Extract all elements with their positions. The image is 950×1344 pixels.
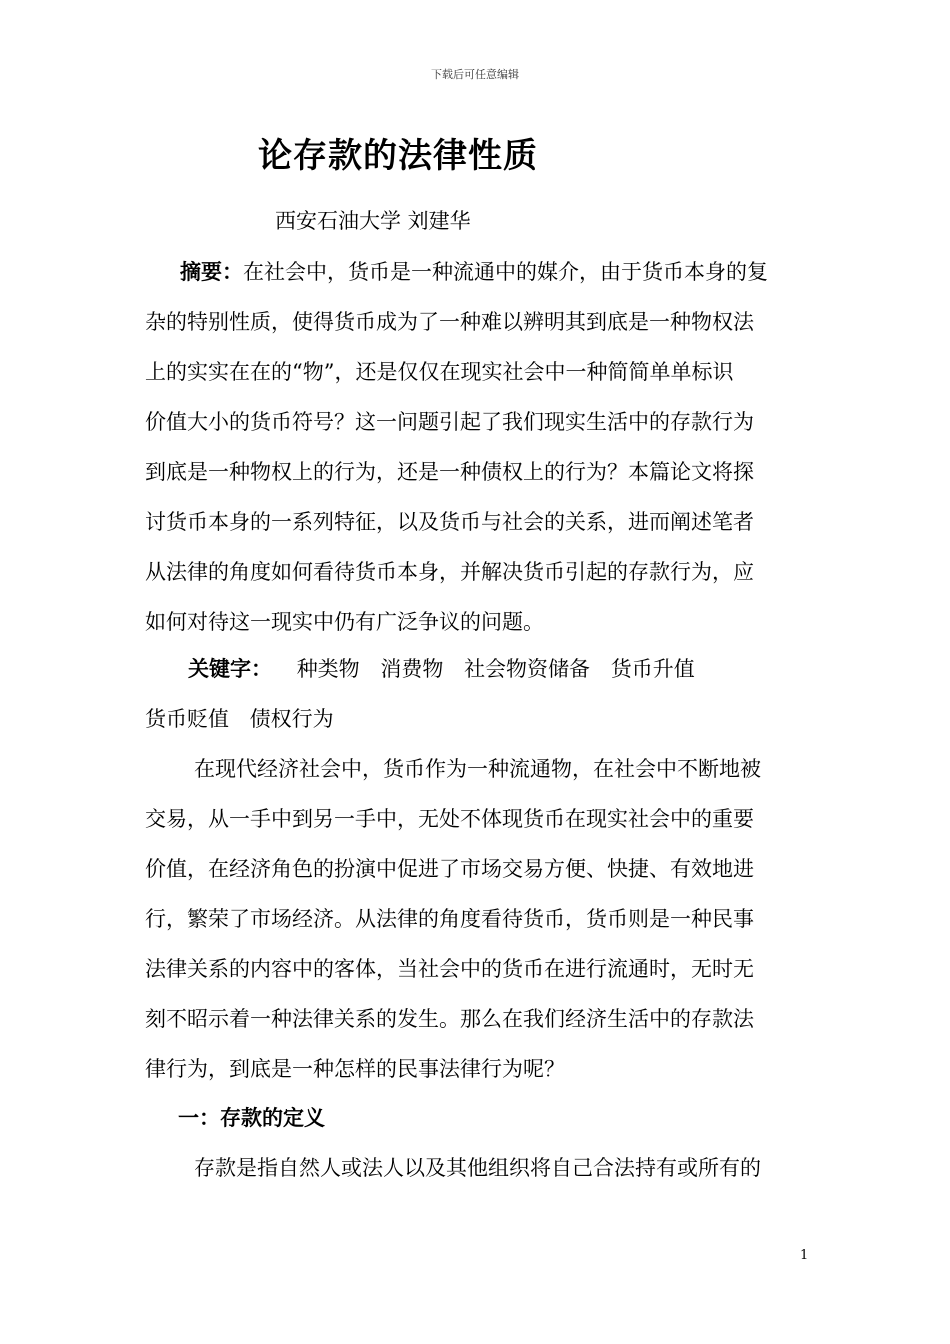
intro-line-7: 律行为，到底是一种怎样的民事法律行为呢？ bbox=[145, 1057, 565, 1081]
abstract-line-3: 上的实实在在的“物”，还是仅仅在现实社会中一种简简单单标识 bbox=[145, 360, 734, 384]
document-title: 论存款的法律性质 bbox=[258, 136, 538, 176]
abstract-line-8: 如何对待这一现实中仍有广泛争议的问题。 bbox=[145, 610, 544, 634]
keyword-item: 货币贬值 bbox=[145, 707, 229, 731]
abstract-line-7: 从法律的角度如何看待货币本身，并解决货币引起的存款行为，应 bbox=[145, 560, 754, 584]
keyword-item: 种类物 bbox=[296, 657, 360, 681]
keywords-line-1 bbox=[188, 655, 695, 683]
intro-line-2: 交易，从一手中到另一手中，无处不体现货币在现实社会中的重要 bbox=[145, 807, 754, 831]
intro-line-4: 行，繁荣了市场经济。从法律的角度看待货币，货币则是一种民事 bbox=[145, 907, 754, 931]
header-note: 下载后可任意编辑 bbox=[431, 68, 519, 81]
abstract-line-5: 到底是一种物权上的行为，还是一种债权上的行为？本篇论文将探 bbox=[145, 460, 754, 484]
intro-line-3: 价值，在经济角色的扮演中促进了市场交易方便、快捷、有效地进 bbox=[145, 857, 754, 881]
keywords-line-2 bbox=[145, 705, 334, 733]
intro-line-1: 在现代经济社会中，货币作为一种流通物，在社会中不断地被 bbox=[194, 757, 761, 781]
abstract-line-2: 杂的特别性质，使得货币成为了一种难以辨明其到底是一种物权法 bbox=[145, 310, 754, 334]
section-heading: 一：存款的定义 bbox=[178, 1105, 325, 1130]
section-first-line: 存款是指自然人或法人以及其他组织将自己合法持有或所有的 bbox=[194, 1156, 761, 1180]
abstract-line-1 bbox=[180, 258, 768, 286]
keyword-item: 消费物 bbox=[380, 657, 444, 681]
abstract-line-6: 讨货币本身的一系列特征，以及货币与社会的关系，进而阐述笔者 bbox=[145, 510, 754, 534]
keyword-item: 债权行为 bbox=[249, 707, 334, 731]
intro-line-6: 刻不昭示着一种法律关系的发生。那么在我们经济生活中的存款法 bbox=[145, 1007, 754, 1031]
intro-line-5: 法律关系的内容中的客体，当社会中的货币在进行流通时，无时无 bbox=[145, 957, 754, 981]
abstract-label: 摘要： bbox=[180, 259, 243, 284]
keywords-label: 关键字： bbox=[188, 656, 272, 681]
keyword-item: 社会物资储备 bbox=[464, 657, 591, 681]
author-byline: 西安石油大学 刘建华 bbox=[275, 209, 471, 233]
abstract-line-4: 价值大小的货币符号？这一问题引起了我们现实生活中的存款行为 bbox=[145, 410, 754, 434]
keyword-item: 货币升值 bbox=[610, 657, 695, 681]
abstract-text: 在社会中，货币是一种流通中的媒介，由于货币本身的复 bbox=[243, 260, 768, 284]
page-number: 1 bbox=[800, 1248, 809, 1263]
